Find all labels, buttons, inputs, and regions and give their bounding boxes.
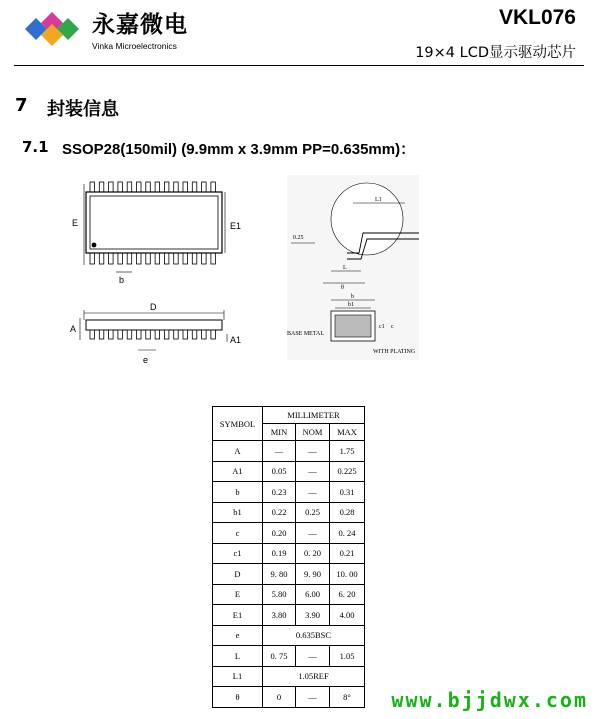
cell-symbol: E <box>213 584 263 605</box>
top-pin-lower-10 <box>174 253 179 264</box>
side-pin-1 <box>90 330 95 339</box>
top-pin-upper-4 <box>118 182 123 192</box>
detail-label-025: 0.25 <box>293 235 304 241</box>
top-pin-lower-7 <box>146 253 151 264</box>
side-pin-12 <box>192 330 197 339</box>
lead-detail-drawing <box>287 175 419 360</box>
top-pin-upper-3 <box>109 182 114 192</box>
top-pin-upper-7 <box>146 182 151 192</box>
cell-symbol: A1 <box>213 461 263 482</box>
cell-symbol: L <box>213 646 263 667</box>
top-pin-lower-11 <box>183 253 188 264</box>
top-pin-lower-4 <box>118 253 123 264</box>
cell-symbol: θ <box>213 687 263 708</box>
cell-max: 0.21 <box>330 543 365 564</box>
subsection-title: SSOP28(150mil) (9.9mm x 3.9mm PP=0.635mm)： <box>62 141 416 158</box>
subsection-number: 7.1 <box>22 138 49 156</box>
detail-label-c1: c1 <box>379 324 385 330</box>
cell-max: 6. 20 <box>330 584 365 605</box>
dimension-table <box>212 406 365 708</box>
detail-label-b: b <box>351 294 354 300</box>
cell-symbol: c <box>213 523 263 544</box>
detail-label-with-plating: WITH PLATING <box>373 349 416 355</box>
table-row <box>213 441 365 462</box>
cell-nom: 0.25 <box>296 502 330 523</box>
detail-label-c: c <box>391 324 394 330</box>
top-pin-upper-14 <box>211 182 216 192</box>
cell-span-value: 1.05REF <box>263 666 365 687</box>
side-label-e: e <box>143 355 149 365</box>
top-pin-upper-12 <box>192 182 197 192</box>
cell-nom: 6.00 <box>296 584 330 605</box>
table-row <box>213 502 365 523</box>
side-pin-10 <box>174 330 179 339</box>
cell-min: 0.20 <box>263 523 296 544</box>
side-pin-11 <box>183 330 188 339</box>
top-label-e1: E1 <box>230 221 242 231</box>
cell-symbol: c1 <box>213 543 263 564</box>
table-header-row <box>213 407 365 424</box>
cell-max: 0.225 <box>330 461 365 482</box>
top-label-b: b <box>119 275 125 285</box>
cell-max: 1.75 <box>330 441 365 462</box>
top-pin-lower-5 <box>127 253 132 264</box>
top-pin-lower-2 <box>99 253 104 264</box>
header-symbol: SYMBOL <box>213 407 263 441</box>
header-divider <box>14 65 584 66</box>
top-pin-upper-1 <box>90 182 95 192</box>
cell-min: 5.80 <box>263 584 296 605</box>
cell-max: 8° <box>330 687 365 708</box>
table-row <box>213 482 365 503</box>
cell-nom: — <box>296 461 330 482</box>
cell-max: 1.05 <box>330 646 365 667</box>
table-row <box>213 666 365 687</box>
cell-nom: — <box>296 441 330 462</box>
table-row <box>213 646 365 667</box>
detail-circle <box>331 183 403 255</box>
cell-nom: — <box>296 646 330 667</box>
side-pin-4 <box>118 330 123 339</box>
doc-title: VKL076 <box>498 6 576 29</box>
top-pin-upper-13 <box>202 182 207 192</box>
side-pin-7 <box>146 330 151 339</box>
top-pin-lower-14 <box>211 253 216 264</box>
package-side-view <box>66 298 256 370</box>
side-label-a1: A1 <box>230 335 242 345</box>
top-pin-lower-13 <box>202 253 207 264</box>
section-title: 封装信息 <box>47 99 119 120</box>
cell-min: 0.19 <box>263 543 296 564</box>
table-row <box>213 605 365 626</box>
top-pin-upper-10 <box>174 182 179 192</box>
cell-symbol: E1 <box>213 605 263 626</box>
cell-min: 0. 75 <box>263 646 296 667</box>
top-pin-lower-6 <box>137 253 142 264</box>
cell-max: 10. 00 <box>330 564 365 585</box>
cell-max: 0.28 <box>330 502 365 523</box>
cell-min: 0.05 <box>263 461 296 482</box>
cell-nom: 3.90 <box>296 605 330 626</box>
package-body-outer <box>86 192 222 253</box>
cell-min: 0.22 <box>263 502 296 523</box>
header-millimeter: MILLIMETER <box>263 407 365 424</box>
section-number: 7 <box>15 95 28 116</box>
doc-subtitle: 19×4 LCD显示驱动芯片 <box>415 45 576 61</box>
cell-max: 0. 24 <box>330 523 365 544</box>
top-pin-upper-2 <box>99 182 104 192</box>
side-pin-3 <box>109 330 114 339</box>
top-pin-upper-5 <box>127 182 132 192</box>
cell-symbol: D <box>213 564 263 585</box>
header-nom: NOM <box>296 424 330 441</box>
side-pin-9 <box>164 330 169 339</box>
top-pins-upper <box>90 182 215 192</box>
side-pins <box>90 330 215 339</box>
pin1-marker <box>92 243 97 248</box>
table-row <box>213 564 365 585</box>
cell-min: 9. 80 <box>263 564 296 585</box>
cell-span-value: 0.635BSC <box>263 625 365 646</box>
side-label-d: D <box>150 302 157 312</box>
cell-min: — <box>263 441 296 462</box>
header-min: MIN <box>263 424 296 441</box>
cell-min: 0.23 <box>263 482 296 503</box>
side-body <box>86 320 222 330</box>
detail-label-b1: b1 <box>348 302 354 308</box>
cell-nom: 9. 90 <box>296 564 330 585</box>
package-top-view <box>66 178 256 288</box>
cell-nom: — <box>296 482 330 503</box>
cell-max: 0.31 <box>330 482 365 503</box>
company-name-cn: 永嘉微电 <box>92 12 188 38</box>
header-max: MAX <box>330 424 365 441</box>
dimension-rows <box>213 441 365 708</box>
cell-min: 3.80 <box>263 605 296 626</box>
top-label-e: E <box>72 218 79 228</box>
side-pin-14 <box>211 330 216 339</box>
cell-symbol: b <box>213 482 263 503</box>
cell-symbol: e <box>213 625 263 646</box>
cell-nom: — <box>296 687 330 708</box>
cell-nom: 0. 20 <box>296 543 330 564</box>
side-pin-5 <box>127 330 132 339</box>
cell-nom: — <box>296 523 330 544</box>
table-row <box>213 461 365 482</box>
top-pin-lower-8 <box>155 253 160 264</box>
table-row <box>213 625 365 646</box>
detail-label-l: L <box>343 265 347 271</box>
table-row <box>213 523 365 544</box>
table-row <box>213 584 365 605</box>
cell-symbol: L1 <box>213 666 263 687</box>
top-pins-lower <box>90 253 215 264</box>
cell-symbol: A <box>213 441 263 462</box>
top-pin-lower-3 <box>109 253 114 264</box>
detail-label-theta: θ <box>341 285 344 291</box>
top-pin-lower-12 <box>192 253 197 264</box>
top-pin-upper-8 <box>155 182 160 192</box>
top-pin-lower-1 <box>90 253 95 264</box>
detail-label-base-metal: BASE METAL <box>287 331 325 337</box>
top-pin-lower-9 <box>164 253 169 264</box>
vinka-logo-mark <box>14 7 94 51</box>
top-pin-upper-6 <box>137 182 142 192</box>
side-pin-6 <box>137 330 142 339</box>
top-pin-upper-9 <box>164 182 169 192</box>
side-pin-8 <box>155 330 160 339</box>
side-label-a: A <box>70 324 77 334</box>
table-row <box>213 687 365 708</box>
detail-label-l1: L1 <box>375 197 382 203</box>
side-pin-2 <box>99 330 104 339</box>
cell-min: 0 <box>263 687 296 708</box>
company-name-en: Vinka Microelectronics <box>92 41 177 51</box>
cell-max: 4.00 <box>330 605 365 626</box>
table-row <box>213 543 365 564</box>
cell-symbol: b1 <box>213 502 263 523</box>
top-pin-upper-11 <box>183 182 188 192</box>
watermark-text: www.bjjdwx.com <box>391 688 588 712</box>
side-pin-13 <box>202 330 207 339</box>
section-base-metal <box>335 315 371 337</box>
